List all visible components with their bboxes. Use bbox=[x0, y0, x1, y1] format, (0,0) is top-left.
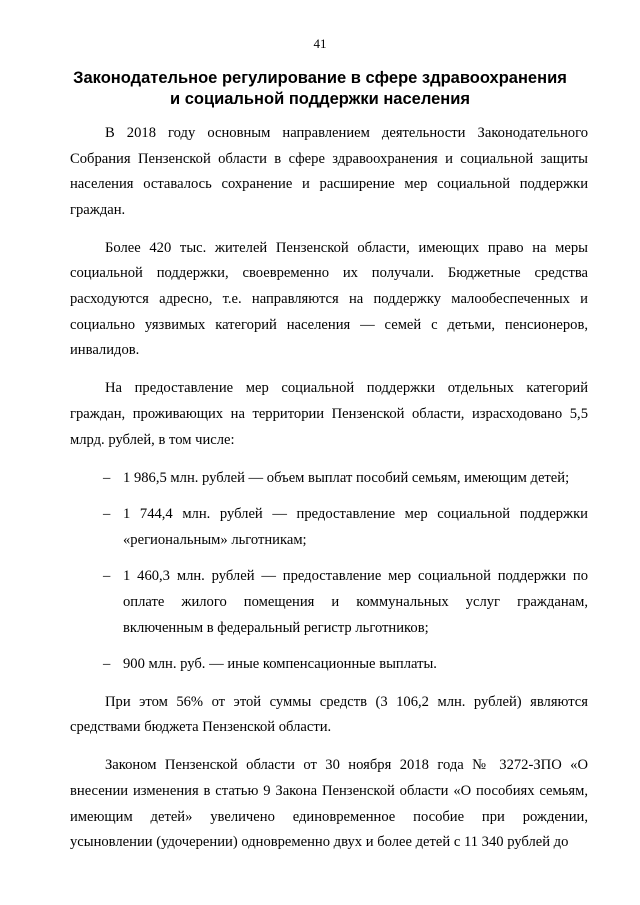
list-dash: – bbox=[103, 506, 111, 523]
paragraph-2: Более 420 тыс. жителей Пензенской области, имеющих право на меры социальной поддержки, своевременно их получали. Бюджетные средства расходуются адресно, т.е. направляются на поддержку малообеспеченных и социально уязвимых категорий населения — семей с детьми, пенсионеров, инвалидов. bbox=[70, 239, 588, 359]
list-item bbox=[70, 564, 588, 641]
body-text bbox=[70, 121, 588, 856]
paragraph-4: При этом 56% от этой суммы средств (3 106,2 млн. рублей) являются средствами бюджета Пензенской области. bbox=[70, 693, 588, 736]
list-dash: – bbox=[103, 568, 111, 585]
paragraph-5: Законом Пензенской области от 30 ноября 2018 года № 3272-ЗПО «О внесении изменения в статью 9 Закона Пензенской области «О пособиях семьям, имеющим детей» увеличено единовременное пособие при рождении, усыновлении (удочерении) одновременно двух и более детей с 11 340 рублей до bbox=[70, 757, 588, 851]
section-title-line-2: и социальной поддержки населения bbox=[169, 90, 470, 108]
expenditure-list bbox=[70, 466, 588, 678]
list-item-text: 1 744,4 млн. рублей — предоставление мер социальной поддержки «региональным» льготникам; bbox=[123, 506, 588, 548]
paragraph-3: На предоставление мер социальной поддержки отдельных категорий граждан, проживающих на территории Пензенской области, израсходовано 5,5 млрд. рублей, в том числе: bbox=[70, 380, 588, 448]
list-item-text: 900 млн. руб. — иные компенсационные выплаты. bbox=[123, 656, 437, 673]
page-number: 41 bbox=[313, 36, 327, 51]
list-item-text: 1 460,3 млн. рублей — предоставление мер социальной поддержки по оплате жилого помещения и коммунальных услуг гражданам, включенным в федеральный регистр льготников; bbox=[123, 568, 588, 636]
section-title-line-1: Законодательное регулирование в сфере здравоохранения bbox=[73, 69, 567, 87]
paragraph-1: В 2018 году основным направлением деятельности Законодательного Собрания Пензенской области в сфере здравоохранения и социальной защиты населения оставалось сохранение и расширение мер социальной поддержки граждан. bbox=[70, 125, 588, 218]
list-item bbox=[70, 502, 588, 553]
section-title bbox=[40, 68, 600, 110]
list-dash: – bbox=[103, 656, 111, 673]
list-item-text: 1 986,5 млн. рублей — объем выплат пособий семьям, имеющим детей; bbox=[123, 469, 570, 486]
list-item bbox=[70, 652, 588, 678]
list-dash: – bbox=[103, 469, 111, 486]
list-item bbox=[70, 466, 588, 492]
